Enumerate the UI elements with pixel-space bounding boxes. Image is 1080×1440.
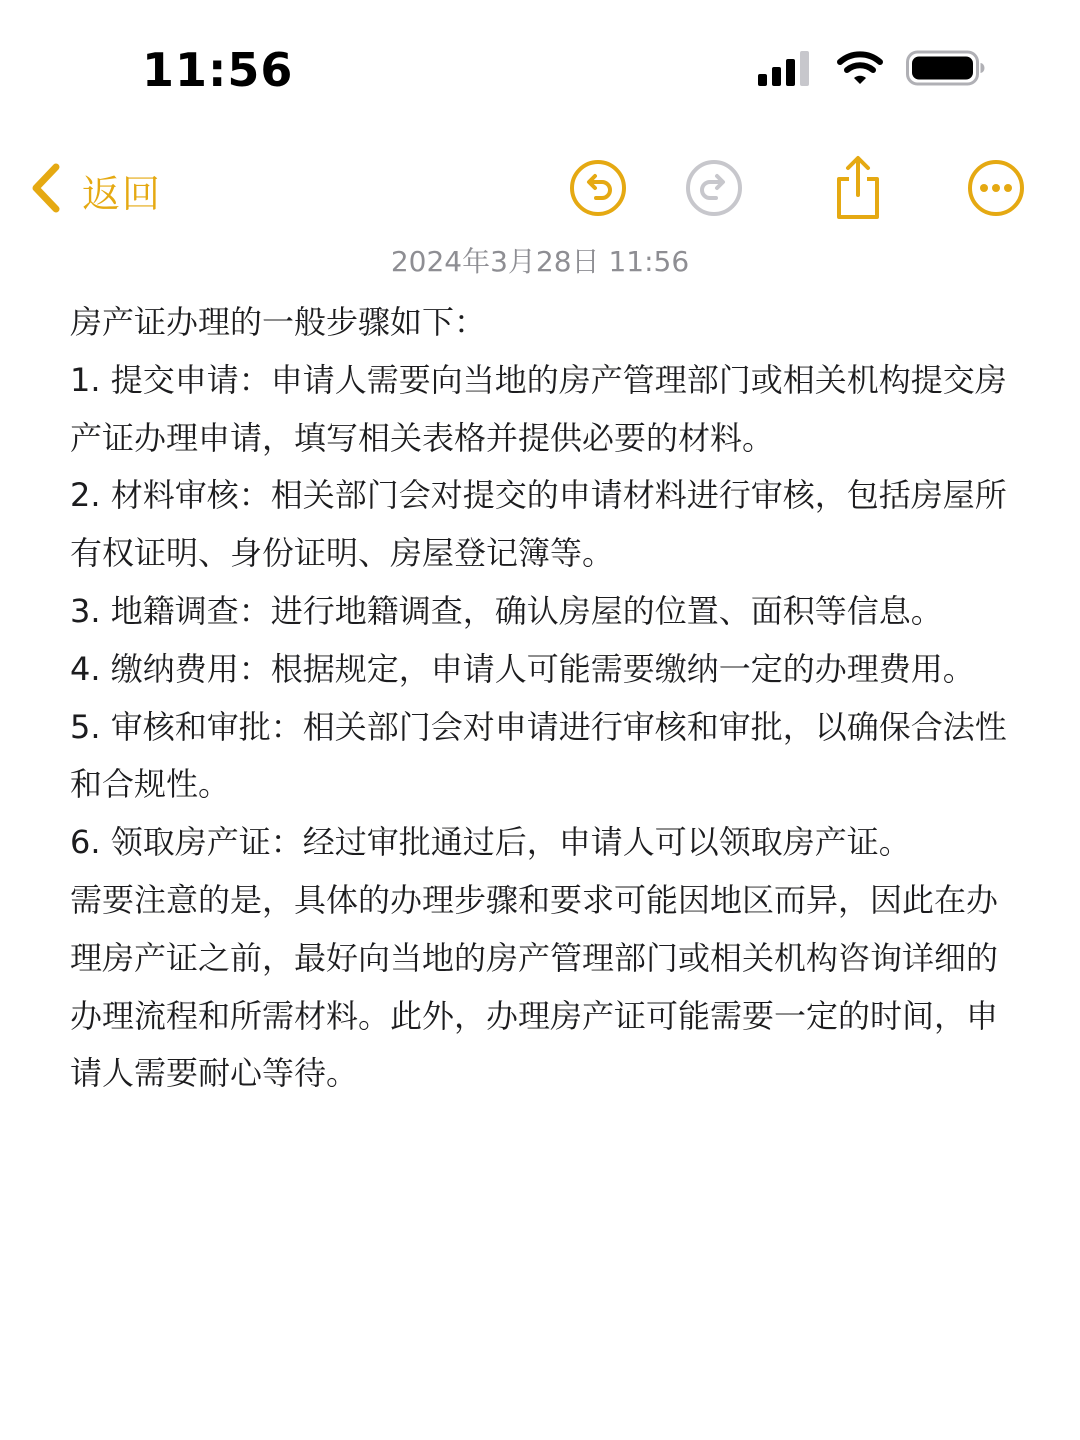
battery-icon — [906, 50, 986, 90]
cellular-signal-icon — [758, 50, 814, 90]
status-time: 11:56 — [142, 43, 294, 97]
note-step-4: 4. 缴纳费用：根据规定，申请人可能需要缴纳一定的办理费用。 — [70, 649, 975, 688]
more-icon — [967, 159, 1025, 221]
back-button[interactable] — [28, 160, 162, 220]
status-bar — [0, 0, 1080, 140]
undo-button[interactable] — [568, 160, 628, 220]
note-toolbar — [0, 150, 1080, 230]
note-step-3: 3. 地籍调查：进行地籍调查，确认房屋的位置、面积等信息。 — [70, 591, 943, 630]
wifi-icon — [836, 50, 884, 90]
note-step-5: 5. 审核和审批：相关部门会对申请进行审核和审批，以确保合法性和合规性。 — [70, 707, 1007, 804]
share-icon — [831, 155, 885, 225]
redo-button[interactable] — [684, 160, 744, 220]
note-closing-paragraph: 需要注意的是，具体的办理步骤和要求可能因地区而异，因此在办理房产证之前，最好向当地的房产管理部门或相关机构咨询详细的办理流程和所需材料。此外，办理房产证可能需要一定的时间，申请人需要耐心等待。 — [70, 880, 999, 1093]
redo-icon — [685, 159, 743, 221]
note-heading: 房产证办理的一般步骤如下： — [70, 303, 487, 341]
note-body[interactable] — [70, 294, 1015, 1103]
chevron-left-icon — [28, 162, 64, 218]
more-button[interactable] — [966, 160, 1026, 220]
note-date: 2024年3月28日 11:56 — [390, 245, 690, 278]
note-step-1: 1. 提交申请：申请人需要向当地的房产管理部门或相关机构提交房产证办理申请，填写相关表格并提供必要的材料。 — [70, 360, 1007, 457]
note-step-6: 6. 领取房产证：经过审批通过后，申请人可以领取房产证。 — [70, 823, 911, 862]
note-step-2: 2. 材料审核：相关部门会对提交的申请材料进行审核，包括房屋所有权证明、身份证明、房屋登记簿等。 — [70, 476, 1007, 573]
status-icons — [758, 50, 986, 90]
back-label: 返回 — [82, 171, 163, 216]
share-button[interactable] — [828, 160, 888, 220]
undo-icon — [569, 159, 627, 221]
